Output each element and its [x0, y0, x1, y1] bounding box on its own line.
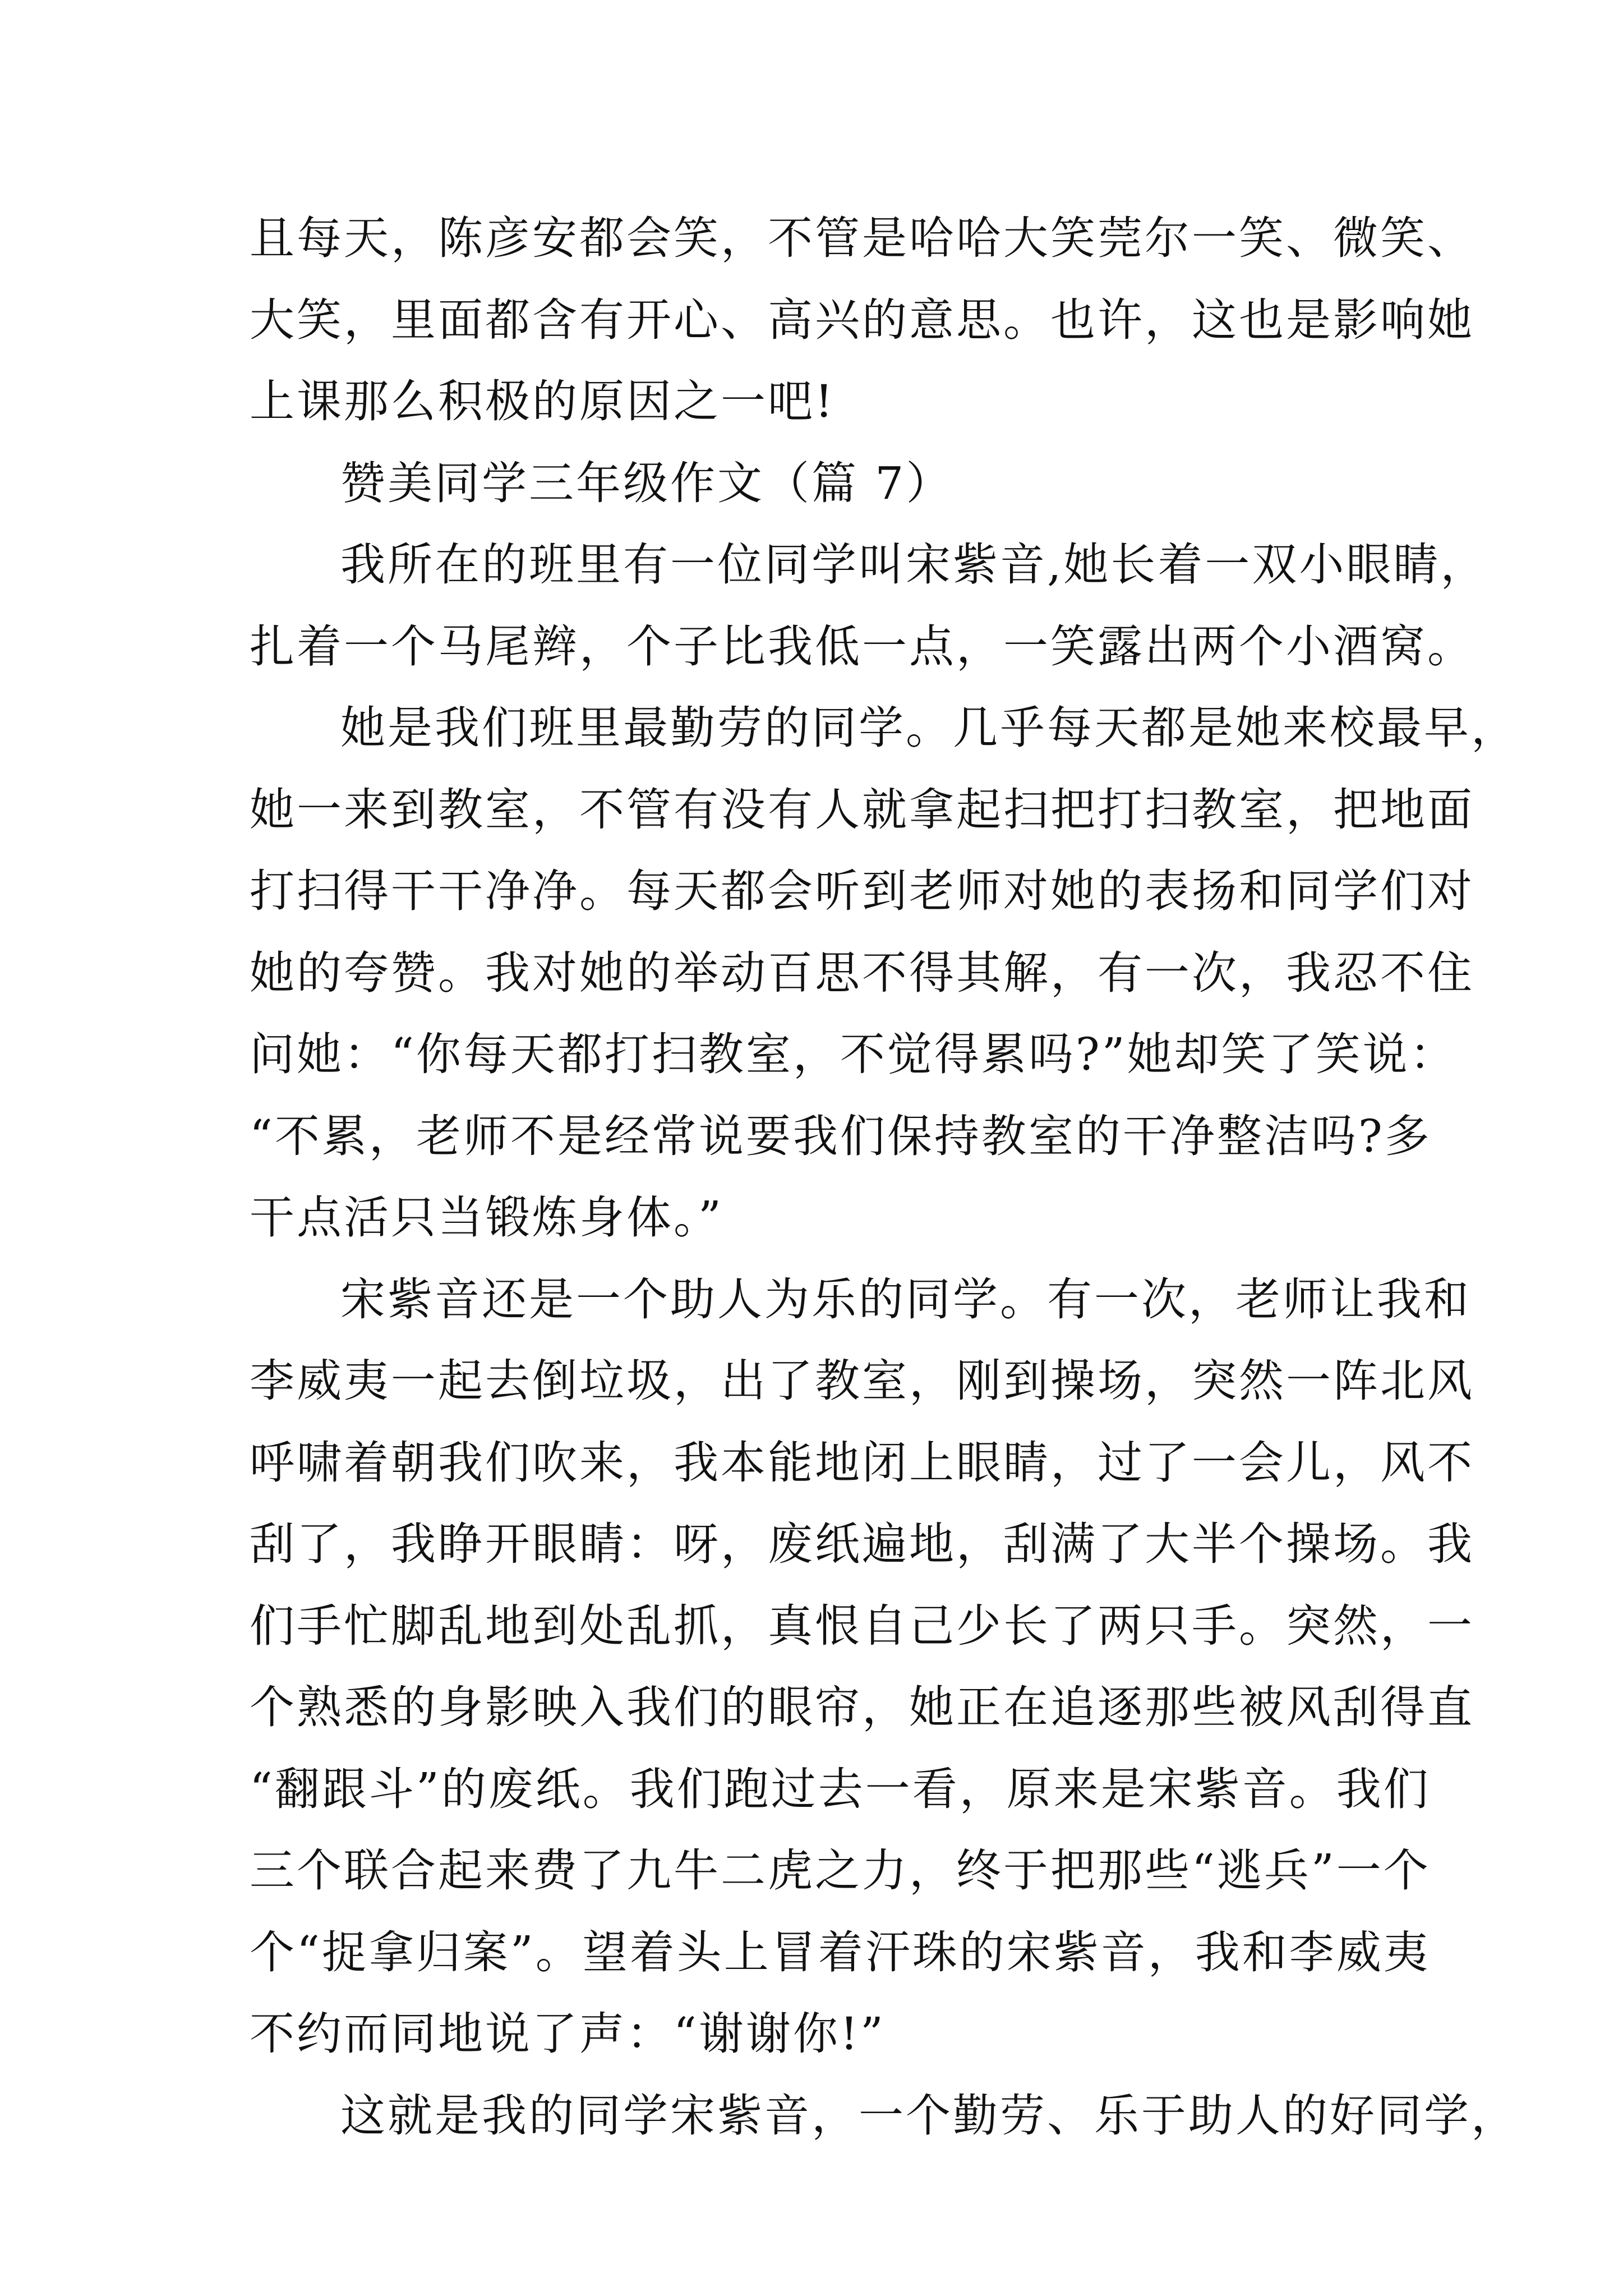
text-line: 们手忙脚乱地到处乱抓，真恨自己少长了两只手。突然，一	[250, 1599, 1474, 1652]
text-line: “翻跟斗”的废纸。我们跑过去一看，原来是宋紫音。我们	[250, 1763, 1431, 1815]
text-line: 个熟悉的身影映入我们的眼帘，她正在追逐那些被风刮得直	[250, 1681, 1474, 1733]
text-line: 大笑，里面都含有开心、高兴的意思。也许，这也是影响她	[250, 293, 1474, 346]
text-line: 个“捉拿归案”。望着头上冒着汗珠的宋紫音，我和李威夷	[250, 1926, 1431, 1978]
section-heading: 赞美同学三年级作文（篇 7）	[340, 457, 953, 509]
text-line: 且每天，陈彦安都会笑，不管是哈哈大笑莞尔一笑、微笑、	[250, 212, 1474, 264]
text-line: 打扫得干干净净。每天都会听到老师对她的表扬和同学们对	[250, 865, 1474, 917]
text-line: 她一来到教室，不管有没有人就拿起扫把打扫教室，把地面	[250, 783, 1474, 836]
text-line: 李威夷一起去倒垃圾，出了教室，刚到操场，突然一阵北风	[250, 1355, 1474, 1407]
text-line: 呼啸着朝我们吹来，我本能地闭上眼睛，过了一会儿，风不	[250, 1436, 1474, 1489]
text-line: 她的夸赞。我对她的举动百思不得其解，有一次，我忍不住	[250, 946, 1474, 999]
text-line: 三个联合起来费了九牛二虎之力，终于把那些“逃兵”一个	[250, 1844, 1431, 1897]
paragraph-start: 我所在的班里有一位同学叫宋紫音,她长着一双小眼睛，	[340, 539, 1488, 591]
text-line: 扎着一个马尾辫，个子比我低一点，一笑露出两个小酒窝。	[250, 620, 1474, 673]
text-line: “不累，老师不是经常说要我们保持教室的干净整洁吗?多	[250, 1110, 1432, 1162]
paragraph-start: 她是我们班里最勤劳的同学。几乎每天都是她来校最早，	[340, 702, 1518, 754]
paragraph-start: 宋紫音还是一个助人为乐的同学。有一次，老师让我和	[340, 1273, 1471, 1326]
text-line: 干点活只当锻炼身体。”	[250, 1191, 723, 1244]
text-line: 问她：“你每天都打扫教室，不觉得累吗?”她却笑了笑说：	[250, 1028, 1457, 1080]
text-line: 不约而同地说了声：“谢谢你!”	[250, 2008, 886, 2060]
essay-text	[250, 197, 1518, 2156]
text-line: 刮了，我睁开眼睛：呀，废纸遍地，刮满了大半个操场。我	[250, 1518, 1474, 1570]
text-line: 上课那么积极的原因之一吧!	[250, 375, 836, 427]
paragraph-start: 这就是我的同学宋紫音，一个勤劳、乐于助人的好同学，	[340, 2089, 1518, 2142]
